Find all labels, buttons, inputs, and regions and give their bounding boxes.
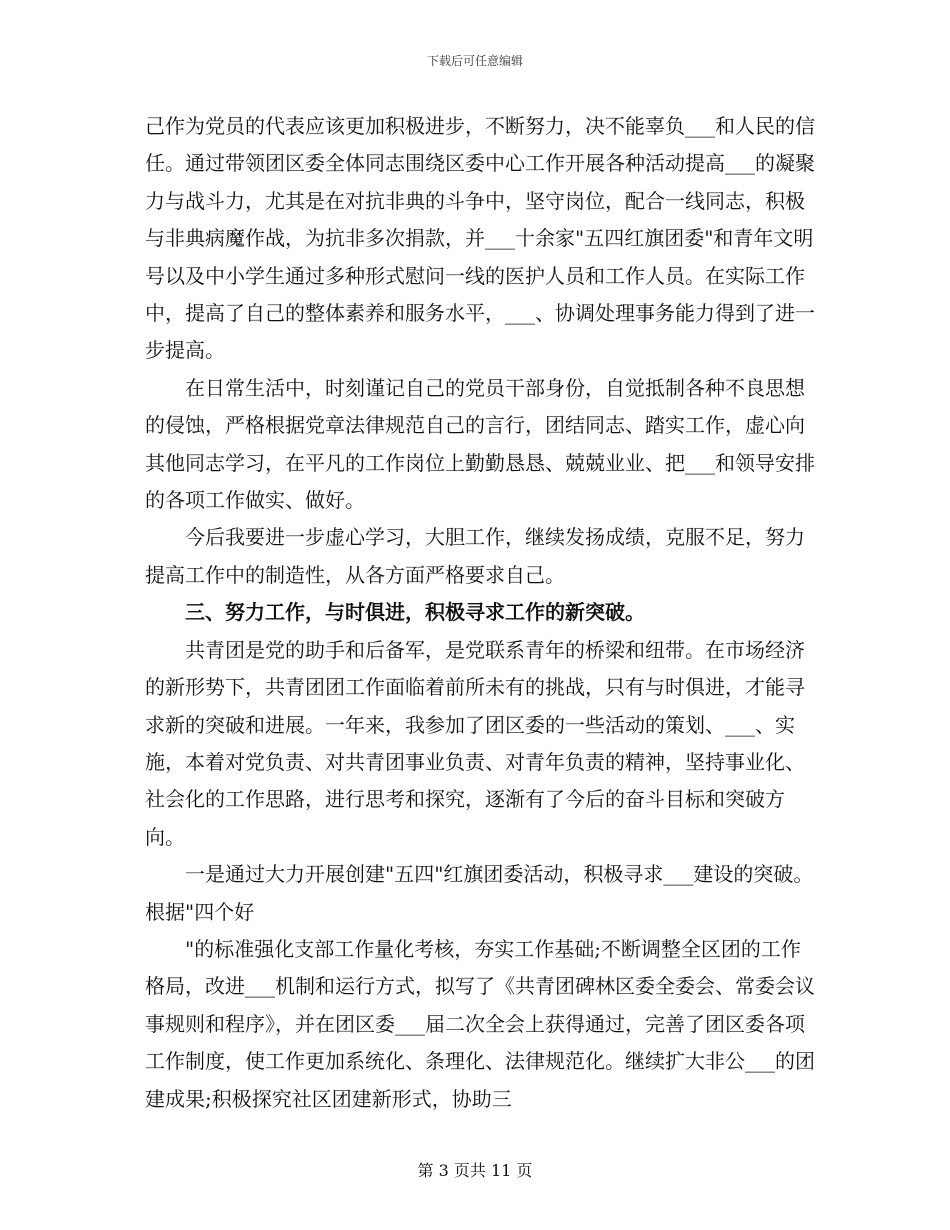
paragraph: 今后我要进一步虚心学习，大胆工作，继续发扬成绩，克服不足，努力提高工作中的制造性，从各方面严格要求自己。 — [145, 525, 805, 587]
paragraph: "的标准强化支部工作量化考核，夯实工作基础;不断调整全区团的工作格局，改进___机制和运行方式，拟写了《共青团碑林区委全委会、常委会议事规则和程序》，并在团区委___届二次全会上获得通过，完善了团区委各项工作制度，使工作更加系统化、条理化、法律规范化。继续扩大非公___的团建成果;积极探究社区团建新形式，协助三 — [145, 936, 815, 1111]
paragraph: 共青团是党的助手和后备军，是党联系青年的桥梁和纽带。在市场经济的新形势下，共青团团工作面临着前所未有的挑战，只有与时俱进，才能寻求新的突破和进展。一年来，我参加了团区委的一些活动的策划、___、实施，本着对党负责、对共青团事业负责、对青年负责的精神，坚持事业化、社会化的工作思路，进行思考和探究，逐渐有了今后的奋斗目标和突破方向。 — [145, 637, 805, 849]
page-footer: 第 3 页共 11 页 — [417, 1161, 533, 1180]
paragraph: 一是通过大力开展创建"五四"红旗团委活动，积极寻求___建设的突破。根据"四个好 — [145, 862, 814, 924]
paragraph: 在日常生活中，时刻谨记自己的党员干部身份，自觉抵制各种不良思想的侵蚀，严格根据党章法律规范自己的言行，团结同志、踏实工作，虚心向其他同志学习，在平凡的工作岗位上勤勤恳恳、兢兢业业、把___和领导安排的各项工作做实、做好。 — [145, 375, 815, 513]
paragraph: 己作为党员的代表应该更加积极进步，不断努力，决不能辜负___和人民的信任。通过带领团区委全体同志围绕区委中心工作开展各种活动提高___的凝聚力与战斗力，尤其是在对抗非典的斗争中，坚守岗位，配合一线同志，积极与非典病魔作战，为抗非多次捐款，并___十余家"五四红旗团委"和青年文明号以及中小学生通过多种形式慰问一线的医护人员和工作人员。在实际工作中，提高了自己的整体素养和服务水平，___、协调处理事务能力得到了进一步提高。 — [145, 114, 815, 363]
document-body — [145, 108, 820, 1118]
section-heading: 三、努力工作，与时俱进，积极寻求工作的新突破。 — [185, 600, 645, 625]
page-header: 下载后可任意编辑 — [426, 54, 523, 68]
